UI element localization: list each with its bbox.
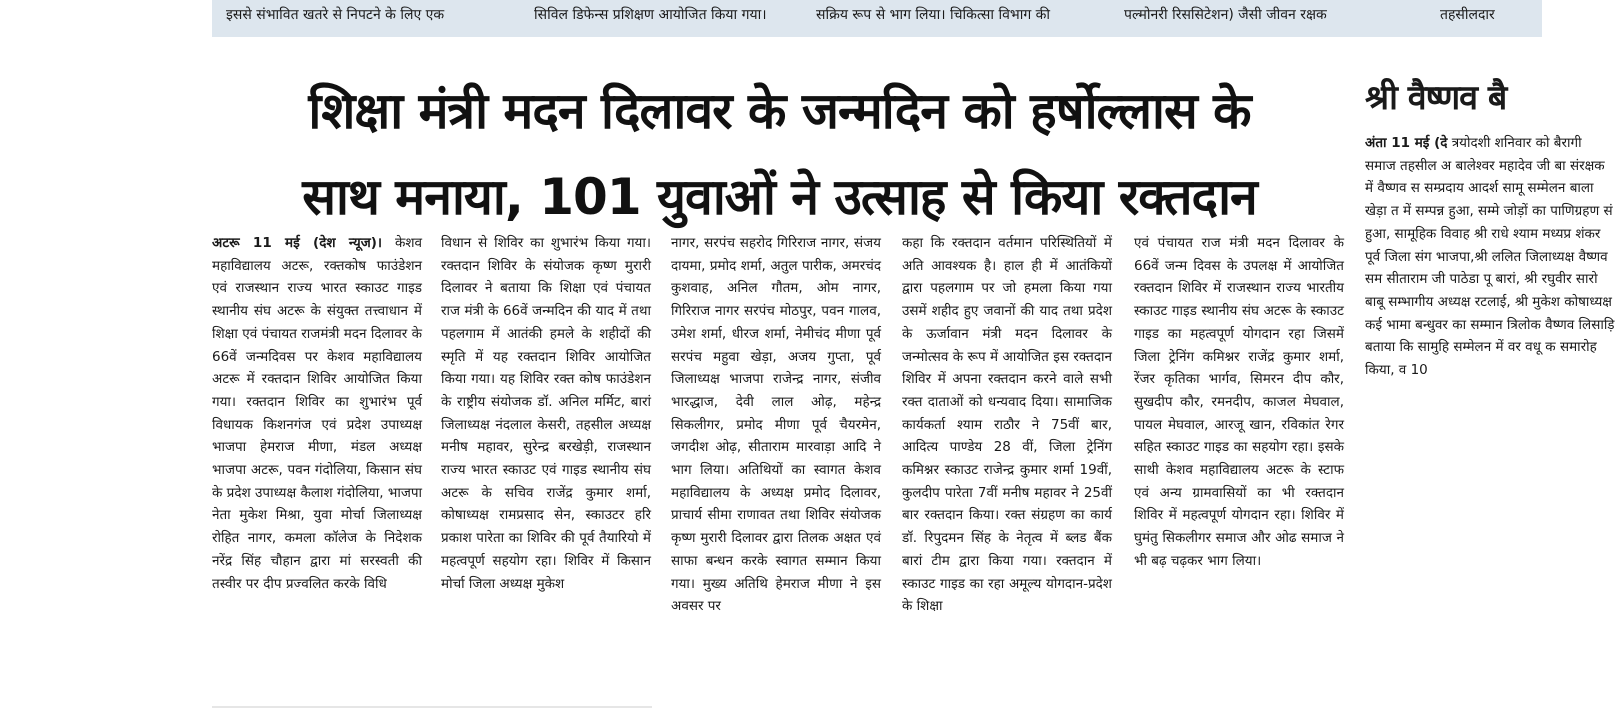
headline <box>212 68 1347 240</box>
strip-text: इससे संभावित खतरे से निपटने के लिए एक <box>226 7 445 23</box>
headline-line-2: साथ मनाया, 101 युवाओं ने उत्साह से किया रक्तदान <box>302 168 1257 226</box>
strip-text: सिविल डिफेन्स प्रशिक्षण आयोजित किया गया। <box>534 7 767 23</box>
side-column-text: त्रयोदशी शनिवार को बैरागी समाज तहसील अ बालेश्वर महादेव जी बा संरक्षक में वैष्णव स सम्प्रदाय आदर्श सामू सम्मेलन बाला खेड़ा त में सम्पन्न हुआ, सम्मे जोड़ों का पाणिग्रहण सं हुआ, सामूहिक विवाह श्री राधे श्याम मध्यप्र शंकर पूर्व जिला संग भाजपा,श्री ललित जिलाध्यक्ष वैष्णव सम सीताराम जी पाठेडा पू बारां, श्री रघुवीर सारो बाबू सम्भागीय अध्यक्ष रटलाई, श्री मुकेश कोषाध्यक्ष कई भामा बन्धुवर का सम्मान त्रिलोक वैष्णव लिसाड़ि बताया कि सामुहि सम्मेलन में वर वधू क समारोह किया, व 10 <box>1365 135 1615 379</box>
strip-text: पल्मोनरी रिससिटेशन) जैसी जीवन रक्षक <box>1124 7 1327 23</box>
article-column-2 <box>441 232 651 710</box>
column-text: एवं पंचायत राज मंत्री मदन दिलावर के 66वें जन्म दिवस के उपलक्ष में आयोजित रक्तदान शिविर में राजस्थान राज्य भारतीय स्काउट गाइड स्थानीय संघ अटरू के स्काउट गाइड का महत्वपूर्ण योगदान रहा जिसमें जिला ट्रेनिंग कमिश्नर राजेंद्र कुमार शर्मा, रेंजर कृतिका भार्गव, सिमरन दीप कौर, सुखदीप कौर, रमनदीप, काजल मेघवाल, पायल मेघवाल, आरजू खान, रविकांत रेगर सहित स्काउट गाइड का सहयोग रहा। इसके साथी केशव महाविद्यालय अटरू के स्टाफ एवं अन्य ग्रामवासियों का भी रक्तदान शिविर में महत्वपूर्ण योगदान रहा। शिविर में घुमंतु सिकलीगर समाज और ओढ समाज ने भी बढ़ चढ़कर भाग लिया। <box>1134 235 1344 569</box>
column-text: कहा कि रक्तदान वर्तमान परिस्थितियों में अति आवश्यक है। हाल ही में आतंकियों द्वारा पहलगाम पर जो हमला किया गया उसमें शहीद हुए जवानों की याद तथा प्रदेश के ऊर्जावान मंत्री मदन दिलावर के जन्मोत्सव के रूप में आयोजित इस रक्तदान शिविर में अपना रक्तदान करने वाले सभी रक्त दाताओं को धन्यवाद दिया। सामाजिक कार्यकर्ता श्याम राठौर ने 75वीं बार, आदित्य पाण्डेय 28 वीं, जिला ट्रेनिंग कमिश्नर स्काउट राजेन्द्र कुमार शर्मा 19वीं, कुलदीप पारेता 7वीं मनीष महावर ने 25वीं बार रक्तदान किया। रक्त संग्रहण का कार्य डॉ. रिपुदमन सिंह के नेतृत्व में ब्लड बैंक बारां टीम द्वारा किया गया। रक्तदान में स्काउट गाइड का रहा अमूल्य योगदान-प्रदेश के शिक्षा <box>902 235 1112 615</box>
previous-article-strip <box>212 0 1542 37</box>
side-article <box>1365 0 1615 714</box>
article-column-3 <box>671 232 881 710</box>
column-text: केशव महाविद्यालय अटरू, रक्तकोष फाउंडेशन एवं राजस्थान राज्य भारत स्काउट गाइड स्थानीय संघ अटरू के संयुक्त तत्त्वाधान में शिक्षा एवं पंचायत राजमंत्री मदन दिलावर के 66वें जन्मदिवस पर केशव महाविद्यालय अटरू में रक्तदान शिविर आयोजित किया गया। रक्तदान शिविर का शुभारंभ पूर्व विधायक किशनगंज एवं प्रदेश उपाध्यक्ष भाजपा हेमराज मीणा, मंडल अध्यक्ष भाजपा अटरू, पवन गंदोलिया, किसान संघ के प्रदेश उपाध्यक्ष कैलाश गंदोलिया, भाजपा नेता मुकेश मिश्रा, युवा मोर्चा जिलाध्यक्ष रोहित नागर, कमला कॉलेज के निदेशक नरेंद्र सिंह चौहान द्वारा मां सरस्वती की तस्वीर पर दीप प्रज्वलित करके विधि <box>212 235 423 592</box>
article-column-1 <box>212 232 422 710</box>
headline-line-1: शिक्षा मंत्री मदन दिलावर के जन्मदिन को हर्षोल्लास के <box>308 82 1251 140</box>
strip-text: सक्रिय रूप से भाग लिया। चिकित्सा विभाग की <box>816 7 1051 23</box>
strip-text: तहसीलदार <box>1440 7 1495 23</box>
column-text: नागर, सरपंच सहरोद गिरिराज नागर, संजय दायमा, प्रमोद शर्मा, अतुल पारीक, अमरचंद कुशवाह, अनिल गौतम, ओम नागर, गिरिराज नागर सरपंच मोठपुर, पवन गालव, उमेश शर्मा, धीरज शर्मा, नेमीचंद मीणा पूर्व सरपंच महुवा खेड़ा, अजय गुप्ता, पूर्व जिलाध्यक्ष भाजपा राजेन्द्र नागर, संजीव भारद्धाज, देवी लाल ओढ़, महेन्द्र सिकलीगर, प्रमोद मीणा पूर्व चैयरमेन, जगदीश ओढ़, सीताराम मारवाड़ा आदि ने भाग लिया। अतिथियों का स्वागत केशव महाविद्यालय के अध्यक्ष प्रमोद दिलावर, प्राचार्य सीमा राणावत तथा शिविर संयोजक कृष्ण मुरारी दिलावर द्वारा तिलक अक्षत एवं साफा बन्धन करके स्वागत सम्मान किया गया। मुख्य अतिथि हेमराज मीणा ने इस अवसर पर <box>671 235 881 615</box>
side-dateline: अंता 11 मई (दे <box>1365 135 1448 151</box>
article-column-5 <box>1134 232 1344 710</box>
article-body <box>212 232 1352 714</box>
column-text: विधान से शिविर का शुभारंभ किया गया। रक्तदान शिविर के संयोजक कृष्ण मुरारी दिलावर ने बताया कि शिक्षा एवं पंचायत राज मंत्री के 66वें जन्मदिन की याद में तथा पहलगाम में आतंकी हमले के शहीदों की स्मृति में यह रक्तदान शिविर आयोजित किया गया। यह शिविर रक्त कोष फाउंडेशन के राष्ट्रीय संयोजक डॉ. अनिल मर्मिट, बारां जिलाध्यक्ष नंदलाल केसरी, तहसील अध्यक्ष मनीष महावर, सुरेन्द्र बरखेड़ी, राजस्थान राज्य भारत स्काउट एवं गाइड स्थानीय संघ अटरू के सचिव राजेंद्र कुमार शर्मा, कोषाध्यक्ष रामप्रसाद सेन, स्काउटर हरि प्रकाश पारेता का शिविर की पूर्व तैयारियो में महत्वपूर्ण सहयोग रहा। शिविर में किसान मोर्चा जिला अध्यक्ष मुकेश <box>441 235 651 592</box>
dateline: अटरू 11 मई (देश न्यूज)। <box>212 235 383 251</box>
side-article-text <box>1365 132 1615 382</box>
article-column-4 <box>902 232 1112 710</box>
side-article-title: श्री वैष्णव बै <box>1365 78 1507 118</box>
divider <box>212 706 652 708</box>
